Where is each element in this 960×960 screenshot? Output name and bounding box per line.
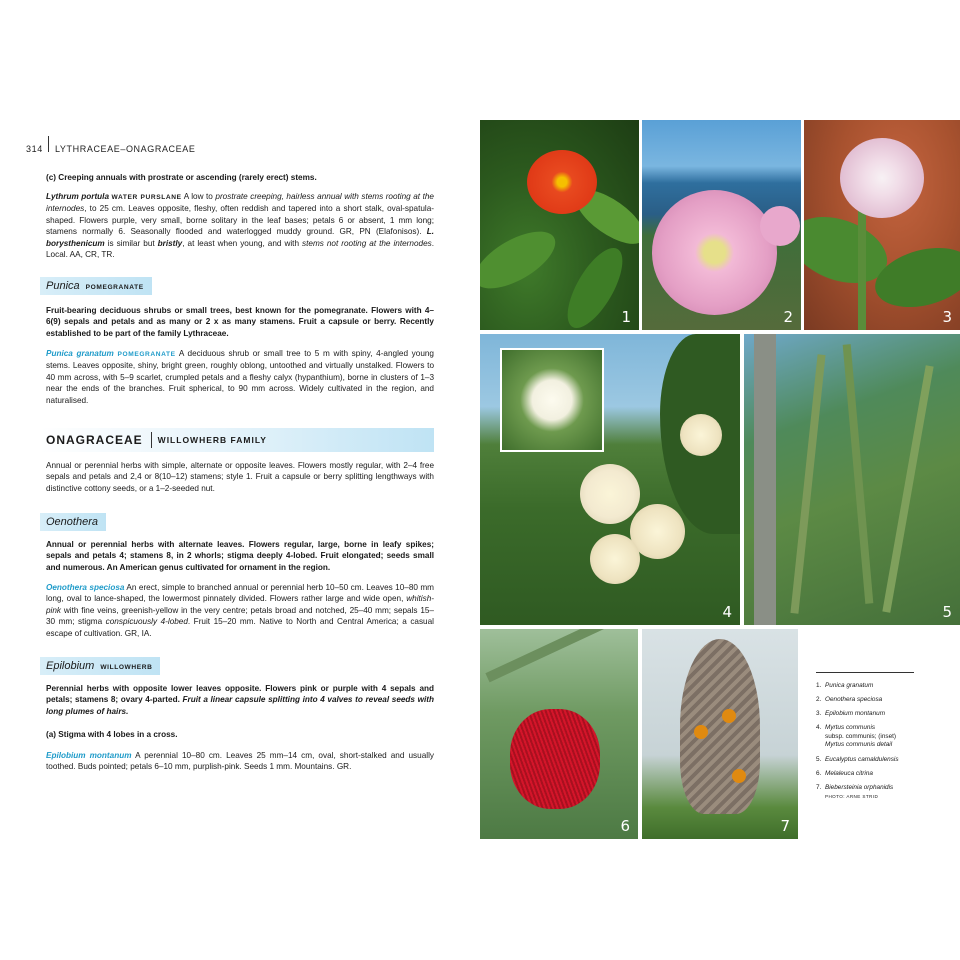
legend-item-7: 7. Biebersteinia orphanidis PHOTO: ARNE STRID (816, 784, 894, 799)
legend-item-4: 4. Myrtus communis subsp. communis; (inset) Myrtus communis detail (816, 724, 897, 749)
epilobium-flower (840, 138, 924, 218)
photo-number: 4 (722, 603, 732, 621)
running-header (26, 140, 195, 156)
pomegranate-flower (527, 150, 597, 214)
oenothera-flower (652, 190, 777, 315)
photo-number: 1 (621, 308, 631, 326)
myrtle-flower (580, 464, 640, 524)
header-divider (48, 136, 49, 152)
photo-number: 3 (942, 308, 952, 326)
photo-biebersteinia-orphanidis (642, 629, 798, 839)
epilobium-key-heading: (a) Stigma with 4 lobes in a cross. (46, 730, 178, 739)
leaf-shape (790, 354, 825, 613)
lythrum-key-heading: (c) Creeping annuals with prostrate or ascending (rarely erect) stems. (46, 173, 317, 182)
photo-number: 5 (942, 603, 952, 621)
species-name: Punica granatum (46, 349, 114, 358)
spike-flower (694, 725, 708, 739)
epilobium-montanum-entry: Epilobium montanum A perennial 10–80 cm. Leaves 25 mm–14 cm, oval, short-stalked and usually toothed. Buds pointed; petals 6–10 mm, purplish-pink. Seeds 1 mm. Mountains. GR. (46, 751, 434, 772)
species-common-name: WATER PURSLANE (111, 194, 182, 201)
genus-heading-epilobium: Epilobium WILLOWHERB (40, 657, 160, 675)
photo-number: 7 (780, 817, 790, 835)
legend-item-5: 5. Eucalyptus camaldulensis (816, 756, 899, 763)
family-heading-onagraceae (40, 428, 434, 452)
page-number: 314 (26, 144, 43, 154)
species-common-name: POMEGRANATE (117, 351, 176, 358)
running-title: LYTHRACEAE–ONAGRACEAE (55, 144, 196, 154)
species-name: Lythrum portula (46, 192, 110, 201)
family-common-name: WILLOWHERB FAMILY (157, 435, 267, 445)
leaf-shape (882, 365, 933, 613)
genus-heading-punica: Punica POMEGRANATE (40, 277, 152, 295)
leaf-shape (843, 344, 874, 604)
flower-spike (680, 639, 760, 814)
spike-flower (732, 769, 746, 783)
spike-flower (722, 709, 736, 723)
epilobium-genus-description: Perennial herbs with opposite lower leaves opposite. Flowers pink or purple with 4 sepals and petals; stamens 8; ovary 4-parted. Fruit a linear capsule splitting into 4 valves to reveal seeds with long plumes of hairs. (46, 684, 434, 716)
oenothera-speciosa-entry: Oenothera speciosa An erect, simple to branched annual or perennial herb 10–50 cm. Leaves 10–80 mm long, oval to lance-shaped, the lowermost pinnately divided. Flowers rather large and wide open, whitish-pink with fine veins, greenish-yellow in the very centre; petals broad and notched, 25–40 mm; sepals 15–30 mm; stigma conspicuously 4-lobed. Fruit 15–20 mm. Native to North and Central America; a casual escape of cultivation. GR, IA. (46, 583, 435, 638)
inset-myrtus-detail (500, 348, 604, 452)
bottlebrush-flower (510, 709, 600, 809)
onagraceae-description: Annual or perennial herbs with simple, alternate or opposite leaves. Flowers mostly regular, with 2–4 free sepals and petals and 2,4 or 8(10–12) stamens; style 1. Fruit a capsule or berry splitting lengthways with distinctive cottony seeds, or a 1–2-seeded nut. (46, 461, 434, 493)
photo-oenothera-speciosa (642, 120, 801, 330)
legend-item-3: 3. Epilobium montanum (816, 710, 886, 717)
photo-punica-granatum (480, 120, 639, 330)
myrtle-flower (590, 534, 640, 584)
stem-shape (858, 200, 866, 330)
legend-item-1: 1. Punica granatum (816, 682, 874, 689)
species-name-2: L. borysthenicum (46, 227, 434, 248)
photo-number: 2 (783, 308, 793, 326)
photo-myrtus-communis (480, 334, 740, 625)
species-name: Oenothera speciosa (46, 583, 125, 592)
species-name: Epilobium montanum (46, 751, 132, 760)
photo-credit: PHOTO: ARNE STRID (825, 793, 879, 799)
photo-eucalyptus-camaldulensis (744, 334, 960, 625)
myrtle-flower (680, 414, 722, 456)
legend-item-2: 2. Oenothera speciosa (816, 696, 883, 703)
punica-genus-description: Fruit-bearing deciduous shrubs or small trees, best known for the pomegranate. Flowers with 4–6(9) sepals and petals and as many or 2 x as many stamens. Fruit a capsule or berry. Recently established to be part of the family Lythraceae. (46, 306, 434, 338)
photo-epilobium-montanum (804, 120, 960, 330)
genus-heading-oenothera: Oenothera (40, 513, 106, 531)
legend-item-6: 6. Melaleuca citrina (816, 770, 873, 777)
trunk-shape (754, 334, 776, 625)
photo-melaleuca-citrina (480, 629, 638, 839)
oenothera-genus-description: Annual or perennial herbs with alternate leaves. Flowers regular, large, borne in leafy spikes; sepals and petals 4; stamens 8, in 2 whorls; stigma deeply 4-lobed. Fruit elongated; seeds small and numerous. An American genus cultivated for ornament in the region. (46, 540, 434, 572)
legend-rule (816, 672, 914, 673)
family-name: ONAGRACEAE (46, 433, 143, 447)
punica-granatum-entry: Punica granatum POMEGRANATE A deciduous shrub or small tree to 5 m with spiny, 4-angled young stems. Leaves opposite, shiny, bright green, roughly oblong, untoothed and virtually unstalked. Flowers to 40 mm across, with 5–9 scarlet, crumpled petals and a fleshy calyx (hypanthium), borne in clusters of 1–3 near the ends of the branches. Fruit spherical, to 90 mm across. Widely cultivated in the region, and naturalised. (46, 349, 434, 405)
leaf-shape (485, 629, 634, 682)
photo-number: 6 (620, 817, 630, 835)
leaf-shape (480, 220, 564, 300)
oenothera-bud (760, 206, 800, 246)
lythrum-portula-entry: Lythrum portula WATER PURSLANE A low to prostrate creeping, hairless annual with stems rooting at the internodes, to 25 cm. Leaves opposite, fleshy, often reddish and tapered into a short stalk, oval-spatula-shaped. Flowers purple, very small, borne solitary in the leaf bases; petals 6 or absent, 1 mm long; stamens normally 6. Seasonally flooded and waterlogged muddy ground. GR, PN (Elafonisos). L. borysthenicum is similar but bristly, at least when young, and with stems not rooting at the internodes. Local. AA, CR, TR. (46, 192, 434, 260)
